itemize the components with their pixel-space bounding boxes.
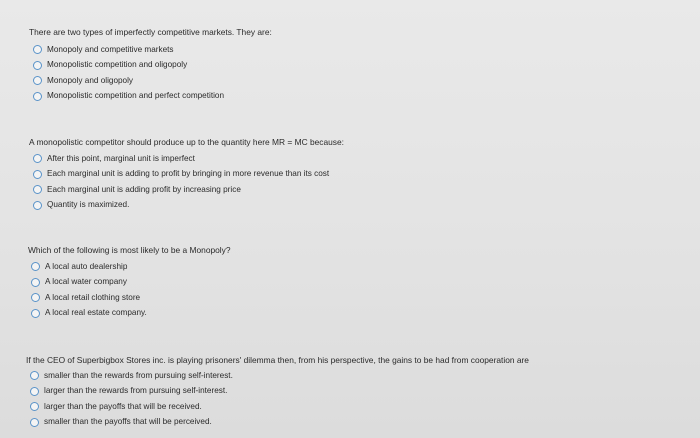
question-2-option-b[interactable]: [33, 167, 344, 183]
question-2-option-a[interactable]: [33, 151, 344, 167]
question-2-options: [33, 151, 344, 213]
radio-button[interactable]: [30, 371, 39, 380]
question-4-option-a[interactable]: [30, 368, 529, 384]
question-1-text: There are two types of imperfectly competitive markets. They are:: [29, 27, 272, 37]
radio-button[interactable]: [33, 201, 42, 210]
radio-button[interactable]: [31, 278, 40, 287]
option-label: A local auto dealership: [45, 261, 128, 271]
question-1-option-c[interactable]: [33, 73, 272, 89]
question-4-text: If the CEO of Superbigbox Stores inc. is playing prisoners' dilemma then, from his perspective, the gains to be had from cooperation are: [26, 355, 529, 365]
option-label: Monopoly and competitive markets: [47, 44, 174, 54]
option-label: Monopoly and oligopoly: [47, 75, 134, 85]
question-4-option-b[interactable]: [30, 384, 529, 400]
question-2-text: A monopolistic competitor should produce up to the quantity here MR = MC because:: [29, 137, 344, 147]
radio-button[interactable]: [30, 418, 39, 427]
question-4: [26, 355, 529, 430]
option-label: Monopolistic competition and perfect competition: [47, 91, 225, 101]
option-label: Each marginal unit is adding to profit by bringing in more revenue than its cost: [47, 169, 330, 179]
radio-button[interactable]: [33, 185, 42, 194]
radio-button[interactable]: [33, 92, 42, 101]
question-1-option-b[interactable]: [33, 58, 272, 74]
radio-button[interactable]: [33, 45, 42, 54]
radio-button[interactable]: [31, 293, 40, 302]
radio-button[interactable]: [33, 170, 42, 179]
option-label: larger than the payoffs that will be received.: [44, 401, 202, 411]
option-label: Quantity is maximized.: [47, 200, 130, 210]
question-3-option-b[interactable]: [31, 275, 231, 291]
question-3: [28, 245, 231, 321]
question-1-option-a[interactable]: [33, 42, 272, 58]
question-3-text: Which of the following is most likely to be a Monopoly?: [28, 245, 231, 255]
radio-button[interactable]: [33, 61, 42, 70]
option-label: Monopolistic competition and oligopoly: [47, 60, 188, 70]
question-4-option-d[interactable]: [30, 415, 529, 431]
question-3-option-c[interactable]: [31, 290, 231, 306]
radio-button[interactable]: [30, 402, 39, 411]
question-3-options: [31, 259, 231, 321]
option-label: larger than the rewards from pursuing self-interest.: [44, 386, 228, 396]
question-1-option-d[interactable]: [33, 89, 272, 105]
radio-button[interactable]: [30, 387, 39, 396]
question-3-option-d[interactable]: [31, 306, 231, 322]
question-1-options: [33, 42, 272, 104]
option-label: Each marginal unit is adding profit by increasing price: [47, 184, 241, 194]
question-2: [29, 137, 344, 213]
option-label: smaller than the payoffs that will be perceived.: [44, 417, 212, 427]
radio-button[interactable]: [31, 262, 40, 271]
question-3-option-a[interactable]: [31, 259, 231, 275]
option-label: A local water company: [45, 277, 127, 287]
question-4-option-c[interactable]: [30, 399, 529, 415]
question-1: [29, 27, 272, 104]
option-label: A local real estate company.: [45, 308, 147, 318]
option-label: A local retail clothing store: [45, 292, 141, 302]
radio-button[interactable]: [31, 309, 40, 318]
question-2-option-c[interactable]: [33, 182, 344, 198]
option-label: After this point, marginal unit is imperfect: [47, 153, 195, 163]
option-label: smaller than the rewards from pursuing self-interest.: [44, 370, 233, 380]
radio-button[interactable]: [33, 154, 42, 163]
radio-button[interactable]: [33, 76, 42, 85]
question-4-options: [30, 368, 529, 430]
question-2-option-d[interactable]: [33, 198, 344, 214]
